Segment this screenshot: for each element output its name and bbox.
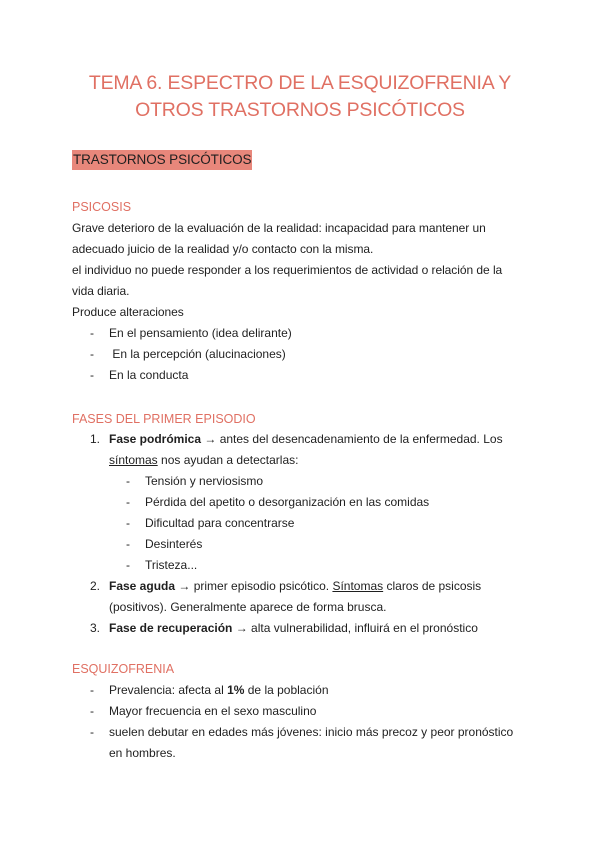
list-item-text: Tristeza...	[145, 558, 198, 572]
psicosis-heading: PSICOSIS	[72, 200, 132, 214]
dash-bullet: -	[126, 558, 130, 572]
underlined-word: Síntomas	[332, 579, 384, 593]
phase-description-line-2: (positivos). Generalmente aparece de forma brusca.	[109, 600, 387, 614]
list-item-text: Mayor frecuencia en el sexo masculino	[109, 704, 317, 718]
title-line-2: OTROS TRASTORNOS PSICÓTICOS	[135, 99, 465, 121]
section-heading-highlighted: TRASTORNOS PSICÓTICOS	[72, 150, 252, 170]
psicosis-paragraph-1-line-2: adecuado juicio de la realidad y/o contacto con la misma.	[72, 242, 374, 256]
phase-description: → antes del desencadenamiento de la enfermedad. Los	[201, 432, 503, 446]
psicosis-paragraph-3: Produce alteraciones	[72, 305, 184, 319]
phase-description-rest: claros de psicosis	[383, 579, 482, 593]
list-item-text: Desinterés	[145, 537, 203, 551]
title-line-1: TEMA 6. ESPECTRO DE LA ESQUIZOFRENIA Y	[88, 72, 512, 94]
dash-bullet: -	[126, 537, 130, 551]
dash-bullet: -	[126, 474, 130, 488]
list-item-text: En la percepción (alucinaciones)	[109, 347, 286, 361]
list-item-text: suelen debutar en edades más jóvenes: inicio más precoz y peor pronóstico	[109, 725, 514, 739]
dash-bullet: -	[90, 347, 94, 361]
list-item-text: Pérdida del apetito o desorganización en las comidas	[145, 495, 430, 509]
dash-bullet: -	[90, 725, 94, 739]
dash-bullet: -	[90, 704, 94, 718]
dash-bullet: -	[90, 683, 94, 697]
dash-bullet: -	[90, 368, 94, 382]
fases-heading: FASES DEL PRIMER EPISODIO	[72, 412, 256, 426]
list-item-text: en hombres.	[109, 746, 176, 760]
item-number: 3.	[90, 621, 101, 635]
list-item-text: Dificultad para concentrarse	[145, 516, 295, 530]
psicosis-paragraph-1-line-1: Grave deterioro de la evaluación de la realidad: incapacidad para mantener un	[72, 221, 486, 235]
dash-bullet: -	[126, 495, 130, 509]
list-item-text-rest: de la población	[244, 683, 329, 697]
phase-description: → primer episodio psicótico.	[175, 579, 333, 593]
phase-description-rest: nos ayudan a detectarlas:	[157, 453, 299, 467]
psicosis-paragraph-2-line-1: el individuo no puede responder a los requerimientos de actividad o relación de la	[72, 263, 503, 277]
list-item-text: Prevalencia: afecta al	[109, 683, 228, 697]
bold-percentage: 1%	[227, 683, 245, 697]
list-item-text: En la conducta	[109, 368, 189, 382]
list-item-text: En el pensamiento (idea delirante)	[109, 326, 292, 340]
phase-description: → alta vulnerabilidad, influirá en el pronóstico	[232, 621, 478, 635]
phase-name: Fase de recuperación	[109, 621, 233, 635]
esquizofrenia-heading: ESQUIZOFRENIA	[72, 662, 175, 676]
phase-name: Fase podrómica	[109, 432, 202, 446]
psicosis-paragraph-2-line-2: vida diaria.	[72, 284, 130, 298]
item-number: 2.	[90, 579, 101, 593]
list-item-text: Tensión y nerviosismo	[145, 474, 264, 488]
phase-name: Fase aguda	[109, 579, 176, 593]
dash-bullet: -	[126, 516, 130, 530]
dash-bullet: -	[90, 326, 94, 340]
item-number: 1.	[90, 432, 101, 446]
document-title	[40, 70, 560, 124]
underlined-word: síntomas	[109, 453, 158, 467]
